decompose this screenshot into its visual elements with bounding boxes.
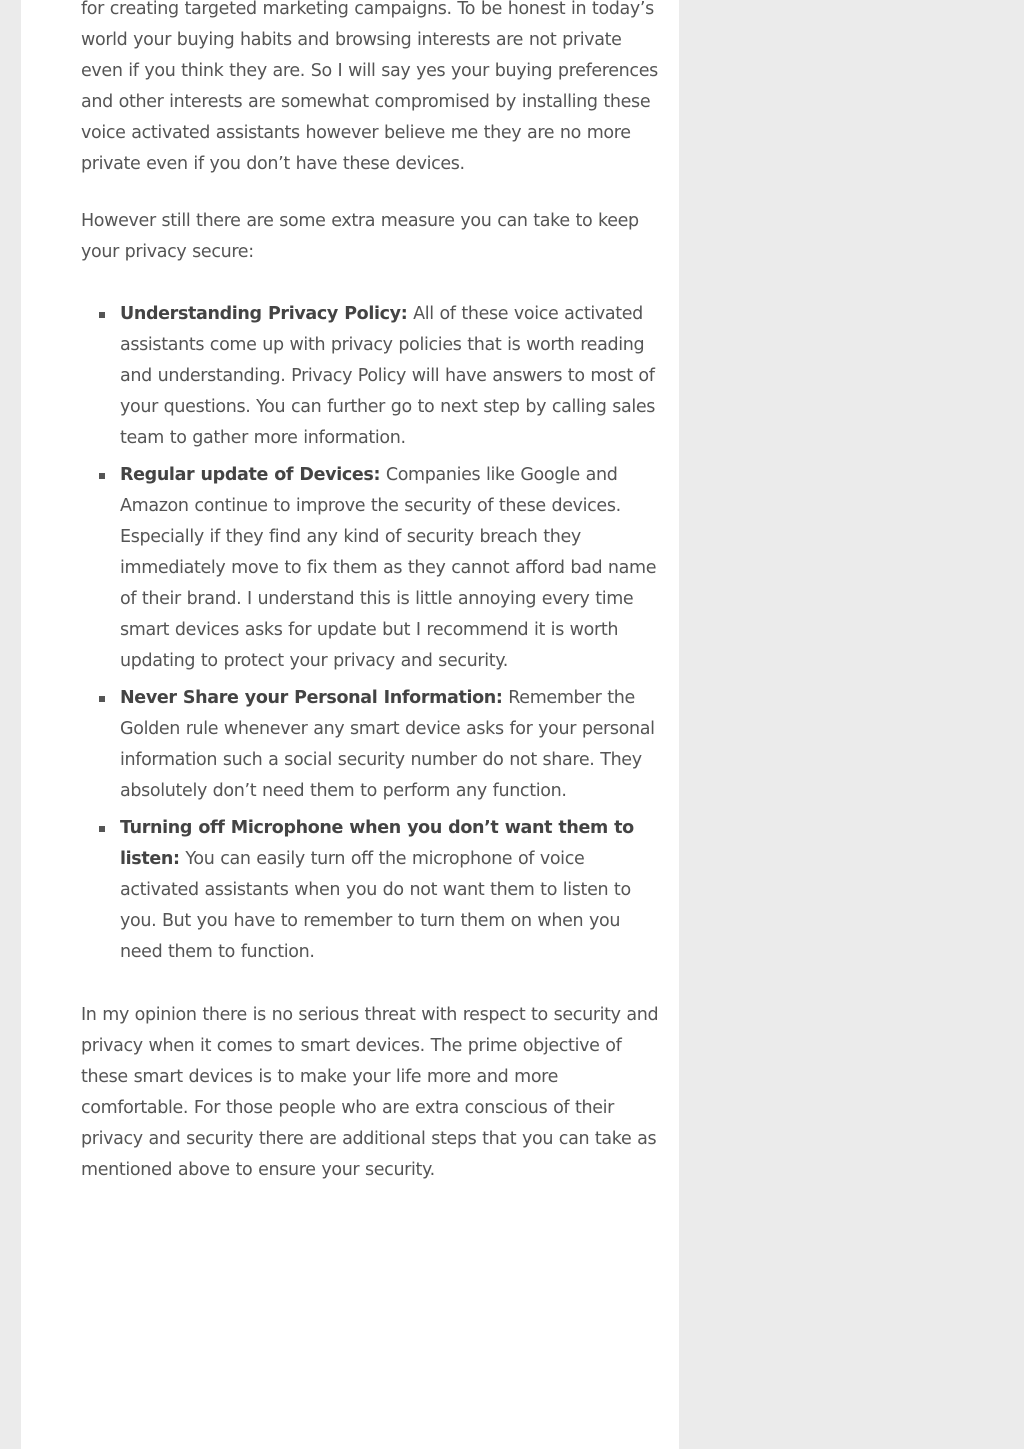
intro-paragraph: for creating targeted marketing campaigns. To be honest in today’s world your buying habits and browsing interests are not private even if you think they are. So I will say yes your buying preferences and other interests are somewhat compromised by installing these voice activated assistants however believe me they are no more private even if you don’t have these devices. (81, 0, 658, 174)
square-bullet-icon (99, 473, 105, 479)
article-card (21, 0, 679, 1449)
tip-title: Never Share your Personal Information: (120, 688, 503, 708)
conclusion-paragraph: In my opinion there is no serious threat with respect to security and privacy when it comes to smart devices. The prime objective of these smart devices is to make your life more and more comfortable. For those people who are extra conscious of their privacy and security there are additional steps that you can take as mentioned above to ensure your security. (81, 1005, 659, 1180)
list-item (120, 299, 663, 454)
tip-title: Turning off Microphone when you don’t want them to listen: (120, 818, 634, 869)
list-item (120, 683, 663, 807)
square-bullet-icon (99, 696, 105, 702)
square-bullet-icon (99, 826, 105, 832)
privacy-measures-intro: However still there are some extra measure you can take to keep your privacy secure: (81, 211, 639, 262)
tip-text: All of these voice activated assistants come up with privacy policies that is worth reading and understanding. Privacy Policy will have answers to most of your questions. You can further go to next step by calling sales team to gather more information. (120, 304, 656, 448)
tip-text: Companies like Google and Amazon continue to improve the security of these devices. Especially if they find any kind of security breach they immediately move to fix them as they cannot afford bad name of their brand. I understand this is little annoying every time smart devices asks for update but I recommend it is worth updating to protect your privacy and security. (120, 465, 657, 671)
tip-text: You can easily turn off the microphone of voice activated assistants when you do not want them to listen to you. But you have to remember to turn them on when you need them to function. (120, 849, 631, 962)
square-bullet-icon (99, 312, 105, 318)
list-item (120, 813, 663, 968)
tip-title: Regular update of Devices: (120, 465, 381, 485)
article-body (81, 0, 663, 1186)
tip-text: Remember the Golden rule whenever any smart device asks for your personal information such a social security number do not share. They absolutely don’t need them to perform any function. (120, 688, 655, 801)
privacy-tips-list (81, 299, 663, 968)
list-item (120, 460, 663, 677)
tip-title: Understanding Privacy Policy: (120, 304, 408, 324)
